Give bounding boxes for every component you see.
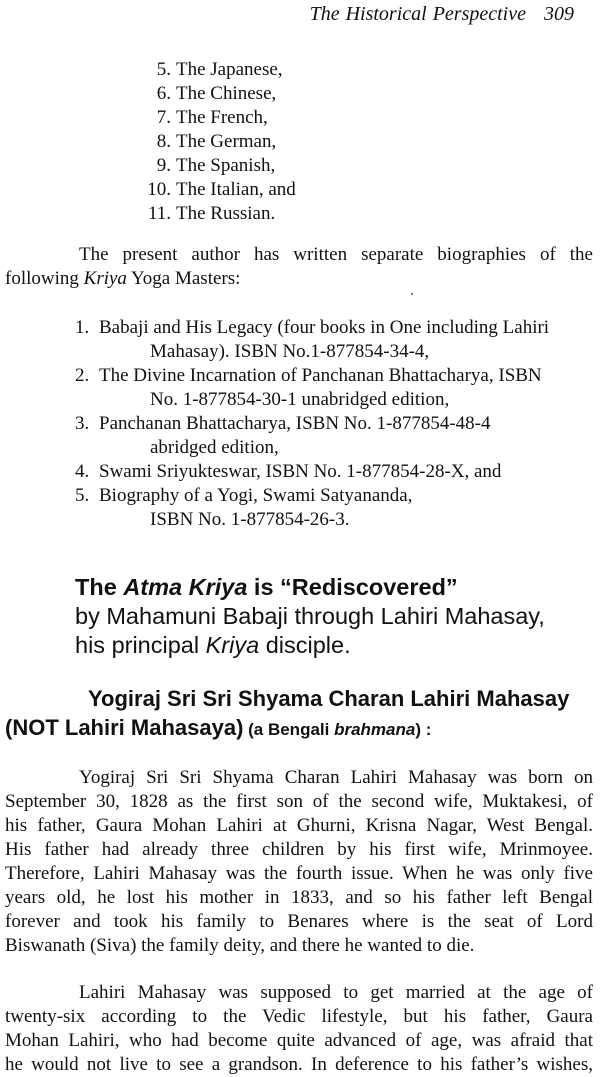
list-item: 1. Babaji and His Legacy (four books in One including Lahiri Mahasay). ISBN No.1-877854-34-4, — [75, 317, 550, 362]
list-item: 11. The Russian. — [147, 203, 276, 224]
list-item: 4. Swami Sriyukteswar, ISBN No. 1-877854-28-X, and — [75, 461, 502, 482]
languages-list — [139, 58, 296, 226]
biographies-list — [75, 316, 590, 532]
list-item: 2. The Divine Incarnation of Panchanan Bhattacharya, ISBN No. 1-877854-30-1 unabridged edition, — [75, 365, 542, 410]
intro-paragraph — [5, 243, 593, 291]
running-header — [310, 3, 574, 26]
body-paragraph-1: Yogiraj Sri Sri Shyama Charan Lahiri Mahasay was born on September 30, 1828 as the first son of the second wife, Muktakesi, of his father, Gaura Mohan Lahiri at Ghurni, Krisna Nagar, West Bengal. His father had already three children by his first wife, Mrinmoyee. Therefore, Lahiri Mahasay was the fourth issue. When he was only five years old, he lost his mother in 1833, and so his father left Bengal forever and took his family to Benares where is the seat of Lord Biswanath (Siva) the family deity, and there he wanted to die. — [5, 767, 593, 956]
page-number: 309 — [544, 3, 574, 25]
list-item: 7. The French, — [156, 107, 268, 128]
list-item: 10. The Italian, and — [147, 179, 296, 200]
intro-line: The present author has written separate biographies of the — [79, 244, 593, 265]
intro-line: following Kriya Yoga Masters: — [5, 268, 241, 289]
list-item: 9. The Spanish, — [156, 155, 276, 176]
print-speck — [411, 293, 413, 295]
section-heading-lahiri: Yogiraj Sri Sri Shyama Charan Lahiri Mahasay (NOT Lahiri Mahasaya) (a Bengali brahmana) : — [5, 686, 570, 740]
header-title: The Historical Perspective — [309, 3, 526, 25]
section-heading-atma-kriya: The Atma Kriya is “Rediscovered” by Mahamuni Babaji through Lahiri Mahasay, his principal Kriya disciple. — [75, 574, 545, 658]
list-item: 5. Biography of a Yogi, Swami Satyananda, ISBN No. 1-877854-26-3. — [75, 485, 413, 530]
list-item: 5. The Japanese, — [156, 59, 283, 80]
list-item: 3. Panchanan Bhattacharya, ISBN No. 1-877854-48-4 abridged edition, — [75, 413, 491, 458]
list-item: 8. The German, — [156, 131, 277, 152]
list-item: 6. The Chinese, — [156, 83, 277, 104]
body-paragraph-2: Lahiri Mahasay was supposed to get married at the age of twenty-six according to the Vedic lifestyle, but his father, Gaura Mohan Lahiri, who had become quite advanced of age, was afraid that he would not live to see a grandson. In deference to his father’s wishes, — [5, 982, 593, 1075]
